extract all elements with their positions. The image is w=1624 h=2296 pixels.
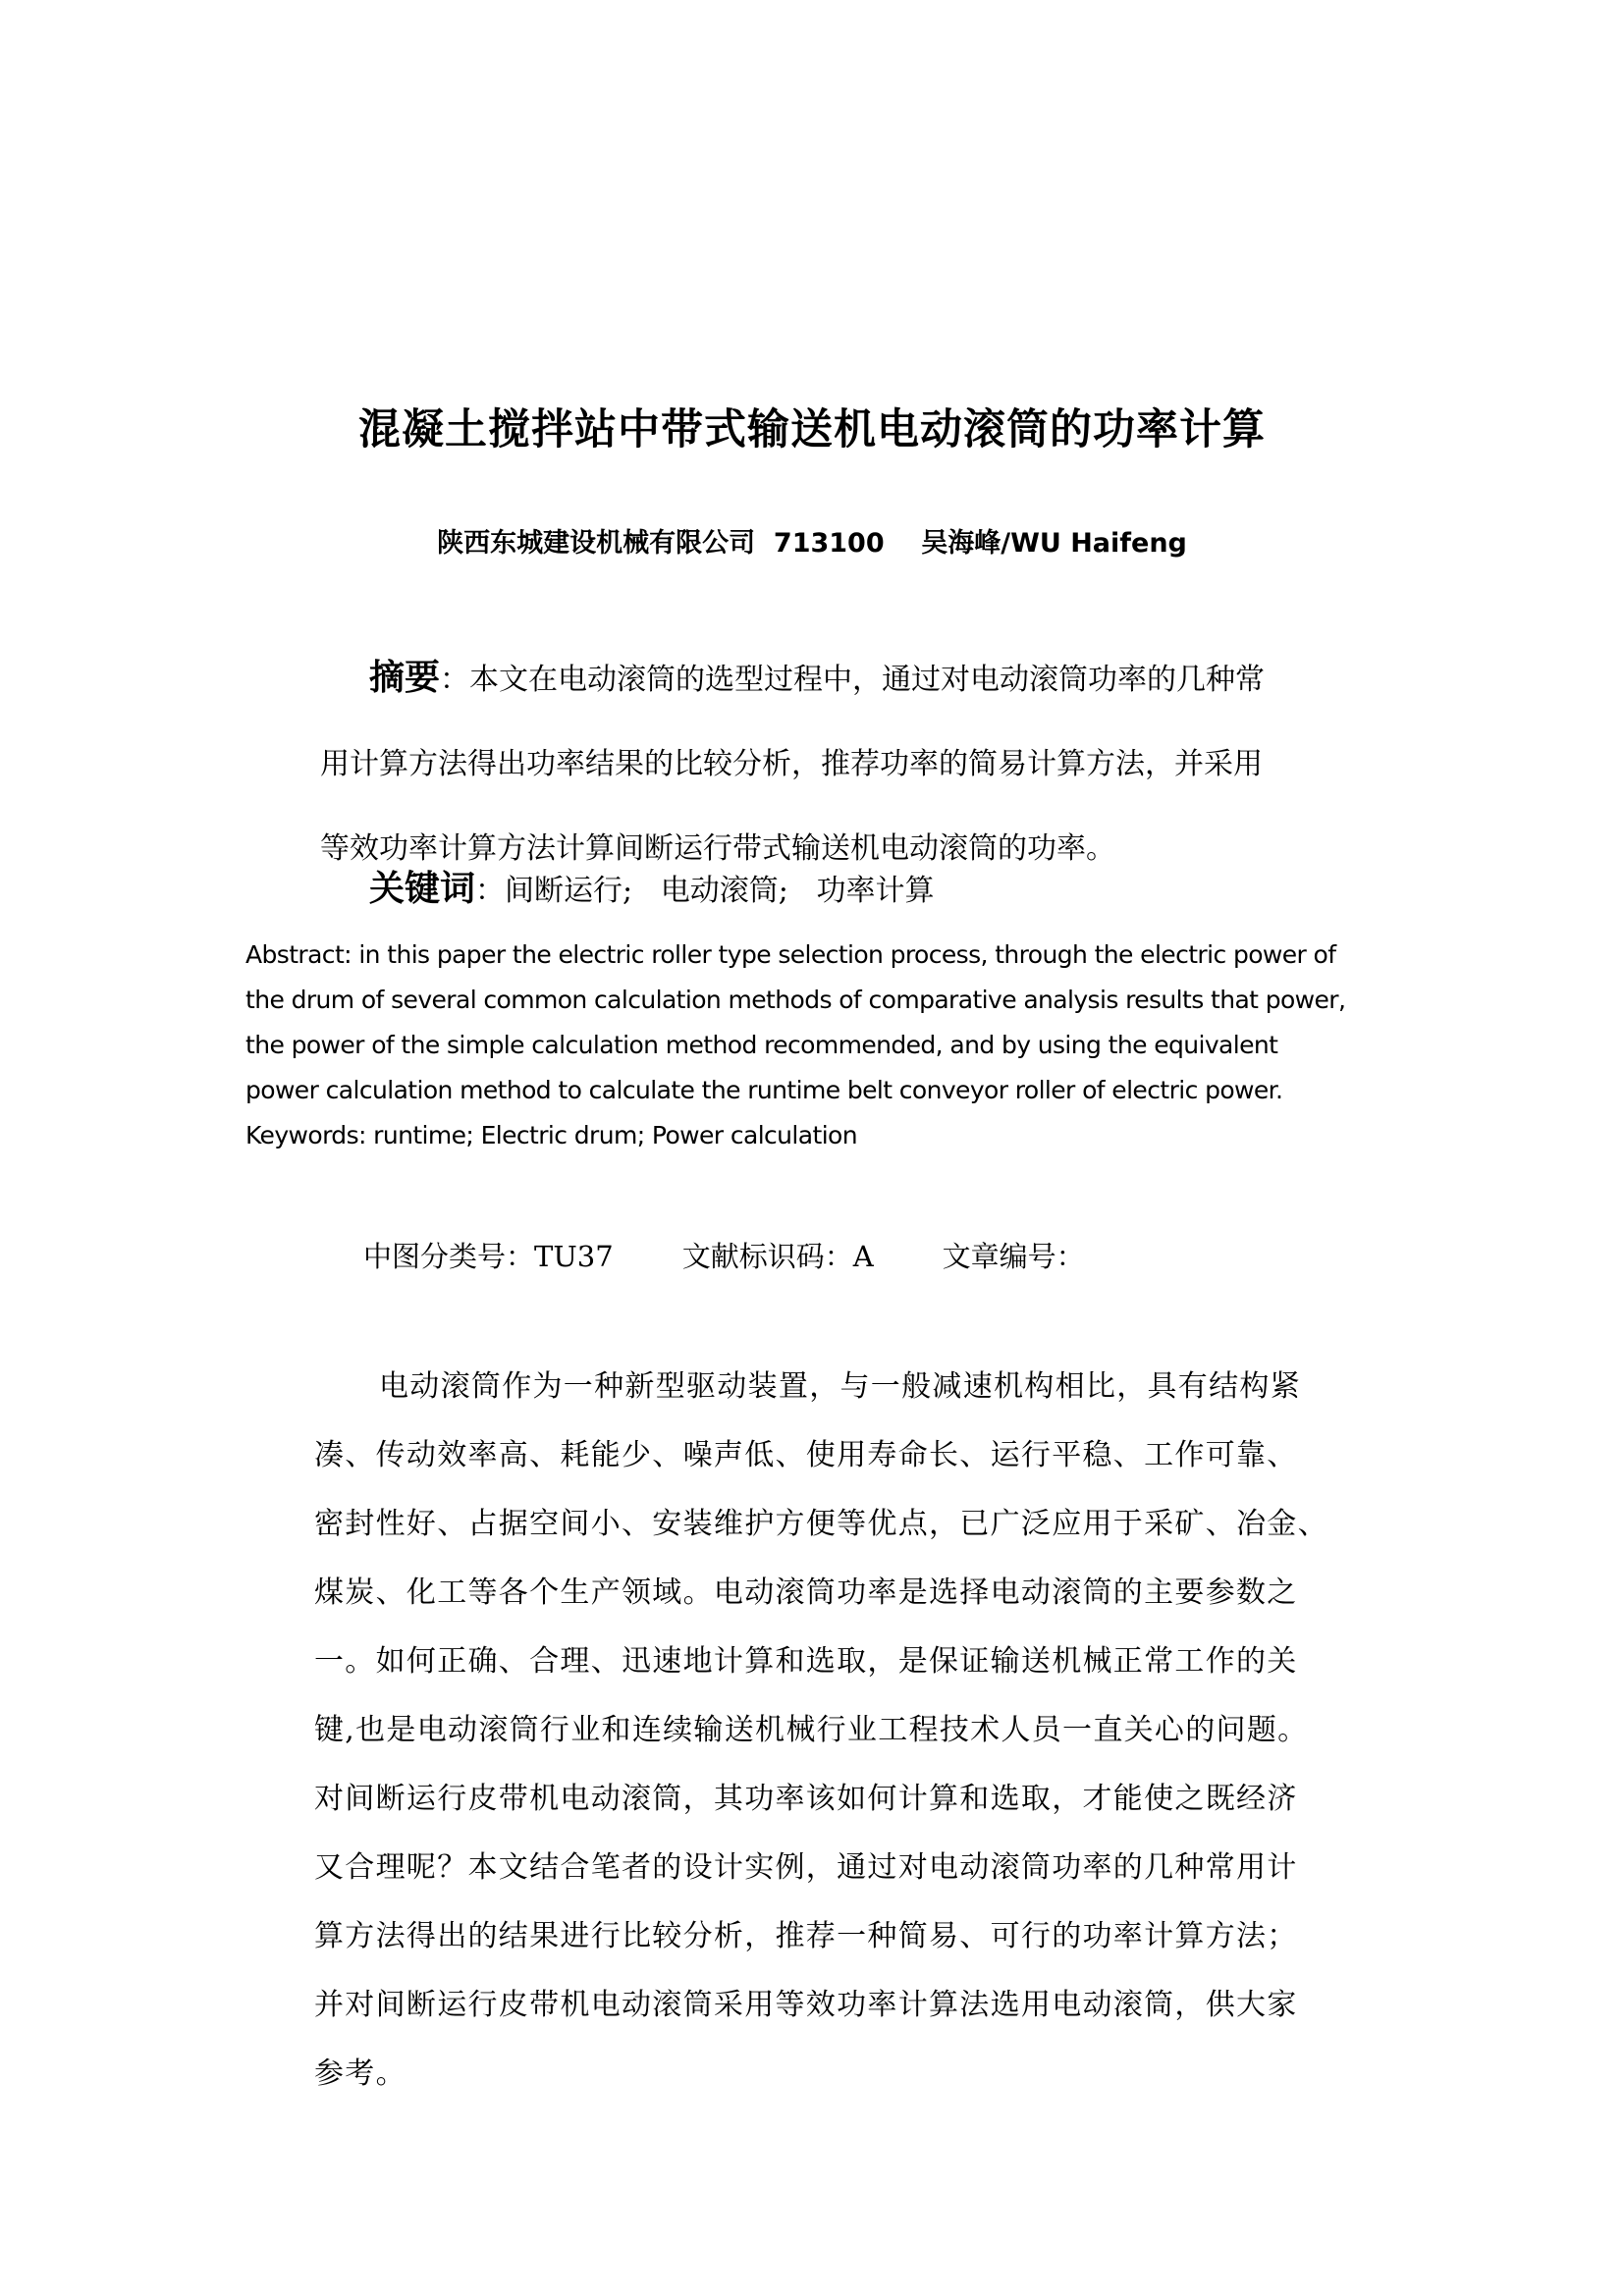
document-code: 文献标识码：A	[681, 1240, 874, 1273]
paper-title: 混凝土搅拌站中带式输送机电动滚筒的功率计算	[358, 405, 1266, 454]
english-abstract-line: Abstract: in this paper the electric roller type selection process, through the electric power of	[245, 940, 1336, 969]
chinese-abstract-line: 等效功率计算方法计算间断运行带式输送机电动滚筒的功率。	[320, 831, 1115, 866]
keywords-label: 关键词	[369, 869, 476, 909]
english-keywords: Keywords: runtime; Electric drum; Power calculation	[245, 1121, 857, 1149]
author-affiliation: 陕西东城建设机械有限公司 713100 吴海峰/WU Haifeng	[437, 528, 1187, 559]
english-abstract-line: the power of the simple calculation method recommended, and by using the equivalent	[245, 1031, 1278, 1059]
article-number: 文章编号：	[942, 1240, 1085, 1273]
chinese-keywords	[369, 860, 934, 921]
body-line: 煤炭、化工等各个生产领域。电动滚筒功率是选择电动滚筒的主要参数之	[314, 1575, 1298, 1610]
english-abstract	[245, 933, 1394, 1158]
body-line: 一。如何正确、合理、迅速地计算和选取，是保证输送机械正常工作的关	[314, 1644, 1298, 1679]
chinese-abstract-line: 用计算方法得出功率结果的比较分析，推荐功率的简易计算方法，并采用	[320, 747, 1263, 781]
clc-number: 中图分类号：TU37	[363, 1240, 614, 1273]
abstract-label: 摘要	[369, 658, 441, 698]
body-line: 算方法得出的结果进行比较分析，推荐一种简易、可行的功率计算方法；	[314, 1919, 1298, 1953]
keywords-text: 间断运行; 电动滚筒; 功率计算	[505, 874, 935, 908]
body-line: 参考。	[314, 2056, 406, 2091]
chinese-abstract-line	[320, 636, 1390, 722]
english-abstract-line: power calculation method to calculate the runtime belt conveyor roller of electric power.	[245, 1076, 1283, 1104]
body-paragraph	[314, 1353, 1394, 2109]
english-abstract-line: the drum of several common calculation methods of comparative analysis results that power,	[245, 986, 1346, 1014]
body-line: 并对间断运行皮带机电动滚筒采用等效功率计算法选用电动滚筒，供大家	[314, 1988, 1298, 2022]
abstract-text: 本文在电动滚筒的选型过程中，通过对电动滚筒功率的几种常	[469, 663, 1266, 697]
body-line: 电动滚筒作为一种新型驱动装置，与一般减速机构相比，具有结构紧	[379, 1369, 1301, 1404]
body-line: 凑、传动效率高、耗能少、噪声低、使用寿命长、运行平稳、工作可靠、	[314, 1438, 1298, 1472]
body-line: 对间断运行皮带机电动滚筒，其功率该如何计算和选取，才能使之既经济	[314, 1782, 1298, 1816]
classification-info	[363, 1232, 1154, 1281]
body-line: 密封性好、占据空间小、安装维护方便等优点，已广泛应用于采矿、冶金、	[314, 1507, 1328, 1541]
keywords-colon: ：	[475, 874, 506, 908]
body-line: 又合理呢？本文结合笔者的设计实例，通过对电动滚筒功率的几种常用计	[314, 1850, 1298, 1885]
body-line: 键,也是电动滚筒行业和连续输送机械行业工程技术人员一直关心的问题。	[314, 1713, 1309, 1747]
chinese-abstract	[320, 636, 1390, 891]
abstract-colon: ：	[440, 663, 470, 697]
